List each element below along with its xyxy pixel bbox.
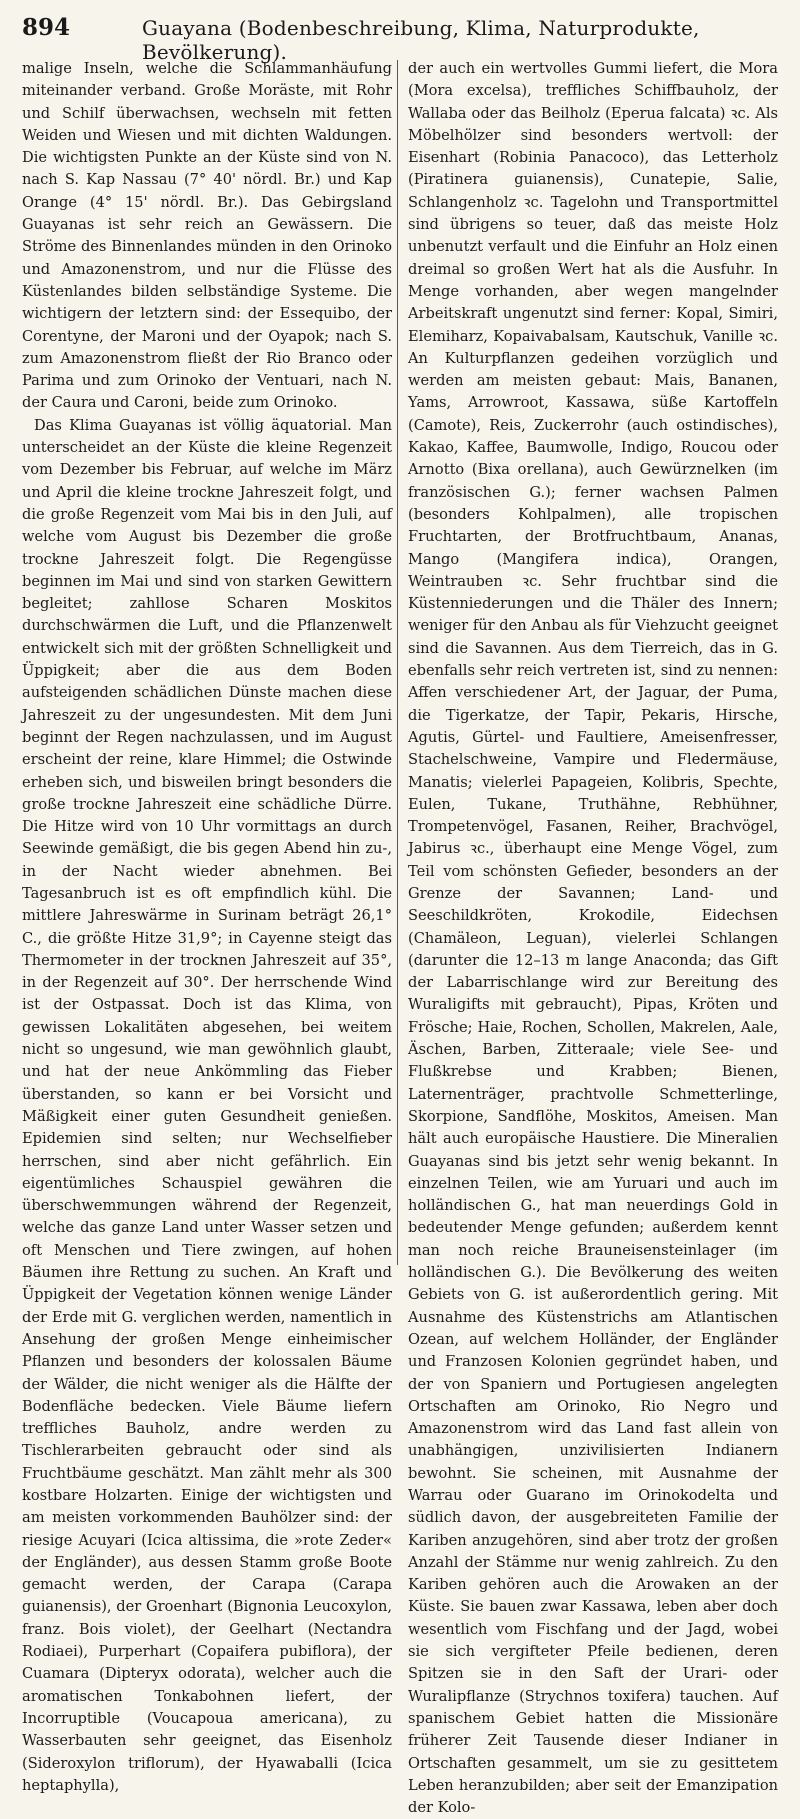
left-paragraph-1: malige Inseln, welche die Schlammanhäufung miteinander verband. Große Moräste, mit Rohr und Schilf überwachsen, wechseln mit fetten Weiden und Wiesen und mit dichten Waldungen. Die wichtigsten Punkte an der Küste sind von N. nach S. Kap Nassau (7° 40' nördl. Br.) und Kap Orange (4° 15' nördl. Br.). Das Gebirgsland Guayanas ist sehr reich an Gewässern. Die Ströme des Binnenlandes münden in den Orinoko und Amazonenstrom, und nur die Flüsse des Küstenlandes bilden selbständige Systeme. Die wichtigern der letztern sind: der Essequibo, der Corentyne, der Maroni und der Oyapok; nach S. zum Amazonenstrom fließt der Rio Branco oder Parima und zum Orinoko der Ventuari, nach N. der Caura und Caroni, beide zum Orinoko. [22, 60, 392, 412]
right-column [408, 58, 778, 1817]
left-column [22, 58, 392, 1794]
page-header [20, 8, 780, 64]
column-divider [397, 60, 398, 1265]
page-number: 894 [22, 14, 71, 41]
right-paragraph-1: der auch ein wertvolles Gummi liefert, die Mora (Mora excelsa), treffliches Schiffbauholz, der Wallaba oder das Beilholz (Eperua falcata) ꝛc. Als Möbelhölzer sind besonders wertvoll: der Eisenhart (Robinia Panacoco), das Letterholz (Piratinera guianensis), Cunatepie, Salie, Schlangenholz ꝛc. Tagelohn und Transportmittel sind übrigens so teuer, daß das meiste Holz unbenutzt verfault und die Einfuhr an Holz einen dreimal so großen Wert hat als die Ausfuhr. In Menge vorhanden, aber wegen mangelnder Arbeitskraft ungenutzt sind ferner: Kopal, Simiri, Elemiharz, Kopaivabalsam, Kautschuk, Vanille ꝛc. An Kulturpflanzen gedeihen vorzüglich und werden am meisten gebaut: Mais, Bananen, Yams, Arrowroot, Kassawa, süße Kartoffeln (Camote), Reis, Zuckerrohr (auch ostindisches), Kakao, Kaffee, Baumwolle, Indigo, Roucou oder Arnotto (Bixa orellana), auch Gewürznelken (im französischen G.); ferner wachsen Palmen (besonders Kohlpalmen), alle tropischen Fruchtarten, der Brotfruchtbaum, Ananas, Mango (Mangifera indica), Orangen, Weintrauben ꝛc. Sehr fruchtbar sind die Küstenniederungen und die Thäler des Innern; weniger für den Anbau als für Viehzucht geeignet sind die Savannen. Aus dem Tierreich, das in G. ebenfalls sehr reich vertreten ist, sind zu nennen: Affen verschiedener Art, der Jaguar, der Puma, die Tigerkatze, der Tapir, Pekaris, Hirsche, Agutis, Gürtel- und Faultiere, Ameisenfresser, Stachelschweine, Vampire und Fledermäuse, Manatis; vielerlei Papageien, Kolibris, Spechte, Eulen, Tukane, Truthähne, Rebhühner, Trompetenvögel, Fasanen, Reiher, Brachvögel, Jabirus ꝛc., überhaupt eine Menge Vögel, zum Teil vom schönsten Gefieder, besonders an der Grenze der Savannen; Land- und Seeschildkröten, Krokodile, Eidechsen (Chamäleon, Leguan), vielerlei Schlangen (darunter die 12–13 m lange Anaconda; das Gift der Labarrischlange wird zur Bereitung des Wuraligifts mit gebraucht), Pipas, Kröten und Frösche; Haie, Rochen, Schollen, Makrelen, Aale, Äschen, Barben, Zitteraale; viele See- und Flußkrebse und Krabben; Bienen, Laternenträger, prachtvolle Schmetterlinge, Skorpione, Sandflöhe, Moskitos, Ameisen. Man hält auch europäische Haustiere. Die Mineralien Guayanas sind bis jetzt sehr wenig bekannt. In einzelnen Teilen, wie am Yuruari und auch im holländischen G., hat man neuerdings Gold in bedeutender Menge gefunden; außerdem kennt man noch reiche Brauneisensteinlager (im holländischen G.). Die Bevölkerung des weiten Gebiets von G. ist außerordentlich gering. Mit Ausnahme des Küstenstrichs am Atlantischen Ozean, auf welchem Holländer, der Engländer und Franzosen Kolonien gegründet haben, und der von Spaniern und Portugiesen angelegten Ortschaften am Orinoko, Rio Negro und Amazonenstrom wird das Land fast allein von unabhängigen, unzivilisierten Indianern bewohnt. Sie scheinen, mit Ausnahme der Warrau oder Guarano im Orinokodelta und südlich davon, der ausgebreiteten Familie der Kariben anzugehören, sind aber trotz der großen Anzahl der Stämme nur wenig zahlreich. Zu den Kariben gehören auch die Arowaken an der Küste. Sie bauen zwar Kassawa, leben aber doch wesentlich vom Fischfang und der Jagd, wobei sie sich vergifteter Pfeile bedienen, deren Spitzen sie in den Saft der Urari- oder Wuralipflanze (Strychnos toxifera) tauchen. Auf spanischem Gebiet hatten die Missionäre früherer Zeit Tausende dieser Indianer in Ortschaften gesammelt, um sie zu gesittetem Leben heranzubilden; aber seit der Emanzipation der Kolo- [408, 60, 778, 1817]
left-paragraph-2: Das Klima Guayanas ist völlig äquatorial. Man unterscheidet an der Küste die kleine Regenzeit vom Dezember bis Februar, auf welche im März und April die kleine trockne Jahreszeit folgt, und die große Regenzeit vom Mai bis in den Juli, auf welche vom August bis Dezember die große trockne Jahreszeit folgt. Die Regengüsse beginnen im Mai und sind von starken Gewittern begleitet; zahllose Scharen Moskitos durchschwärmen die Luft, und die Pflanzenwelt entwickelt sich mit der größten Schnelligkeit und Üppigkeit; aber die aus dem Boden aufsteigenden schädlichen Dünste machen diese Jahreszeit zu der ungesundesten. Mit dem Juni beginnt der Regen nachzulassen, und im August erscheint der reine, klare Himmel; die Ostwinde erheben sich, und bisweilen bringt besonders die große trockne Jahreszeit eine schädliche Dürre. Die Hitze wird von 10 Uhr vormittags an durch Seewinde gemäßigt, die bis gegen Abend hin zu-, in der Nacht wieder abnehmen. Bei Tagesanbruch ist es oft empfindlich kühl. Die mittlere Jahreswärme in Surinam beträgt 26,1° C., die größte Hitze 31,9°; in Cayenne steigt das Thermometer in der trocknen Jahreszeit auf 35°, in der Regenzeit auf 30°. Der herrschende Wind ist der Ostpassat. Doch ist das Klima, von gewissen Lokalitäten abgesehen, bei weitem nicht so ungesund, wie man gewöhnlich glaubt, und hat der neue Ankömmling das Fieber überstanden, so kann er bei Vorsicht und Mäßigkeit einer guten Gesundheit genießen. Epidemien sind selten; nur Wechselfieber herrschen, sind aber nicht gefährlich. Ein eigentümliches Schauspiel gewähren die überschwemmungen während der Regenzeit, welche das ganze Land unter Wasser setzen und oft Menschen und Tiere zwingen, auf hohen Bäumen ihre Rettung zu suchen. An Kraft und Üppigkeit der Vegetation können wenige Länder der Erde mit G. verglichen werden, namentlich in Ansehung der großen Menge einheimischer Pflanzen und besonders der kolossalen Bäume der Wälder, die nicht weniger als die Hälfte der Bodenfläche bedecken. Viele Bäume liefern treffliches Bauholz, andre werden zu Tischlerarbeiten gebraucht oder sind als Fruchtbäume geschätzt. Man zählt mehr als 300 kostbare Holzarten. Einige der wichtigsten und am meisten vorkommenden Bauhölzer sind: der riesige Acuyari (Icica altissima, die »rote Zeder« der Engländer), aus dessen Stamm große Boote gemacht werden, der Carapa (Carapa guianensis), der Groenhart (Bignonia Leucoxylon, franz. Bois violet), der Geelhart (Nectandra Rodiaei), Purperhart (Copaifera pubiflora), der Cuamara (Dipteryx odorata), welcher auch die aromatischen Tonkabohnen liefert, der Incorruptible (Voucapoua americana), zu Wasserbauten sehr geeignet, das Eisenholz (Sideroxylon triflorum), der Hyawaballi (Icica heptaphylla), [22, 416, 392, 1794]
running-title: Guayana (Bodenbeschreibung, Klima, Naturprodukte, Bevölkerung). [142, 16, 700, 64]
